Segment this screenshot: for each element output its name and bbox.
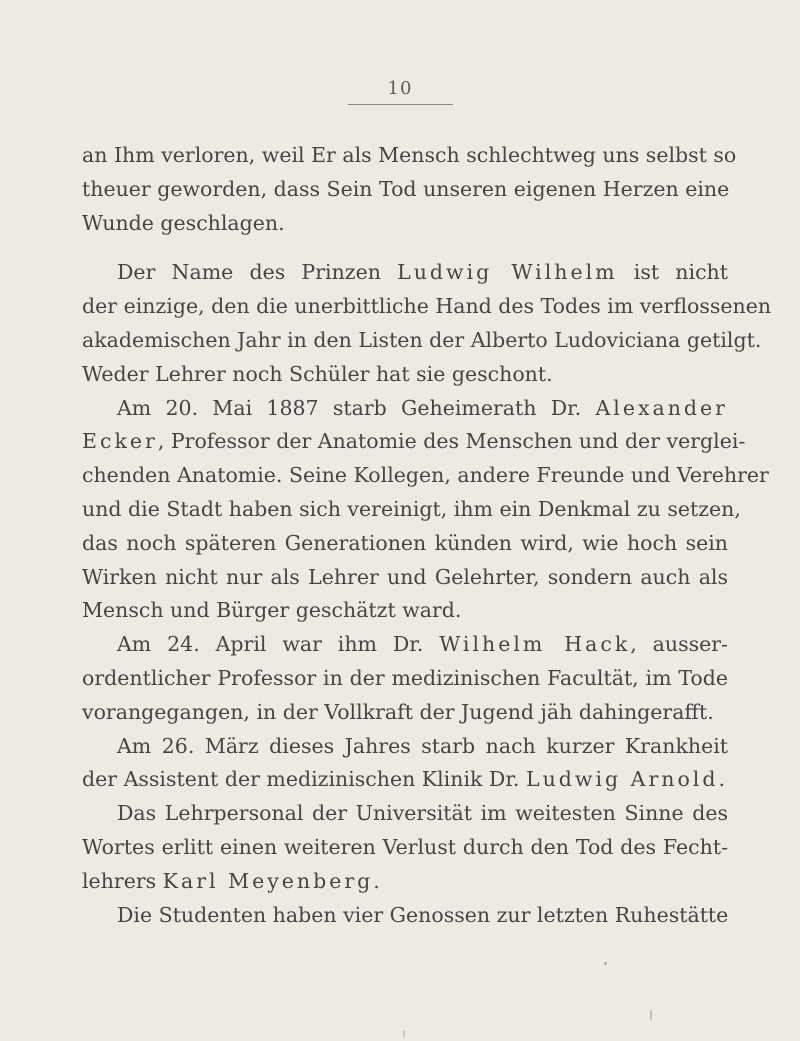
text-run: das noch späteren Generationen künden wird, wie hoch sein (82, 530, 728, 555)
text-run: Wortes erlitt einen weiteren Verlust durch den Tod des Fecht- (82, 834, 728, 859)
text-line (82, 392, 728, 426)
paragraph (82, 797, 728, 898)
text-run: . (373, 868, 380, 893)
text-line (82, 899, 728, 933)
text-line (82, 324, 762, 358)
text-run: Am 26. März dieses Jahres starb nach kurzer Krankheit (117, 733, 728, 758)
paragraph (82, 392, 769, 629)
text-run: Am 20. Mai 1887 starb Geheimerath Dr. (117, 395, 596, 420)
text-line (82, 594, 728, 628)
body-text (82, 139, 772, 932)
text-run: ordentlicher Professor in der medizinischen Facultät, im Tode (82, 665, 728, 690)
spaced-name: Wilhelm Hack (439, 632, 631, 657)
text-line (82, 628, 728, 662)
text-line (82, 459, 769, 493)
text-line (82, 797, 728, 831)
spaced-name: Ecker (82, 429, 158, 454)
text-run: der einzige, den die unerbittliche Hand des Todes im verflossenen (82, 294, 772, 319)
text-line (82, 696, 728, 730)
text-run: ist nicht (617, 260, 728, 285)
paragraph (82, 730, 728, 798)
text-line (82, 763, 728, 797)
paragraph (82, 899, 728, 933)
text-run: Das Lehrpersonal der Universität im weitesten Sinne des (117, 801, 728, 826)
text-line: an Ihm verloren, weil Er als Mensch schlechtweg uns selbst so (82, 143, 737, 167)
text-run: . (718, 767, 725, 792)
text-run: Wirken nicht nur als Lehrer und Gelehrter, sondern auch als (82, 564, 728, 589)
text-run: und die Stadt haben sich vereinigt, ihm ein Denkmal zu setzen, (82, 496, 741, 521)
scan-speck (650, 1010, 652, 1020)
text-run: Mensch und Bürger geschätzt ward. (82, 598, 462, 623)
spaced-name: Ludwig Wilhelm (397, 260, 618, 285)
text-line (82, 865, 728, 899)
text-line (82, 493, 741, 527)
text-run: , Professor der Anatomie des Menschen und der verglei- (157, 429, 746, 454)
text-line (82, 358, 728, 392)
text-run: vorangegangen, in der Vollkraft der Jugend jäh dahingerafft. (82, 699, 714, 724)
spaced-name: Alexander (595, 395, 728, 420)
header-rule (348, 104, 453, 105)
text-line (82, 561, 728, 595)
text-line: Wunde geschlagen. (82, 210, 285, 235)
spaced-name: Karl Meyenberg (162, 868, 374, 893)
text-line (82, 290, 772, 324)
text-run: , ausser- (630, 632, 728, 657)
text-line (82, 662, 728, 696)
text-line (82, 730, 728, 764)
text-run: Am 24. April war ihm Dr. (117, 632, 440, 657)
text-line (82, 256, 728, 290)
text-line (82, 831, 728, 865)
text-run: Weder Lehrer noch Schüler hat sie geschont. (82, 361, 553, 386)
paragraph (82, 139, 737, 240)
text-run: Der Name des Prinzen (117, 260, 398, 285)
text-run: chenden Anatomie. Seine Kollegen, andere Freunde und Verehrer (82, 463, 769, 488)
text-line (82, 527, 728, 561)
text-run: lehrers (82, 868, 163, 893)
text-run: akademischen Jahr in den Listen der Alberto Ludoviciana getilgt. (82, 327, 762, 352)
paragraph (82, 256, 772, 391)
text-line: theuer geworden, dass Sein Tod unseren eigenen Herzen eine (82, 176, 730, 201)
text-line (82, 425, 746, 459)
scan-speck (403, 1030, 405, 1038)
text-run: der Assistent der medizinischen Klinik Dr. (82, 767, 526, 792)
scan-speck (604, 962, 607, 965)
page-number: 10 (387, 78, 413, 99)
paragraph (82, 628, 728, 729)
text-run: Die Studenten haben vier Genossen zur letzten Ruhestätte (117, 902, 729, 927)
spaced-name: Ludwig Arnold (525, 767, 719, 792)
